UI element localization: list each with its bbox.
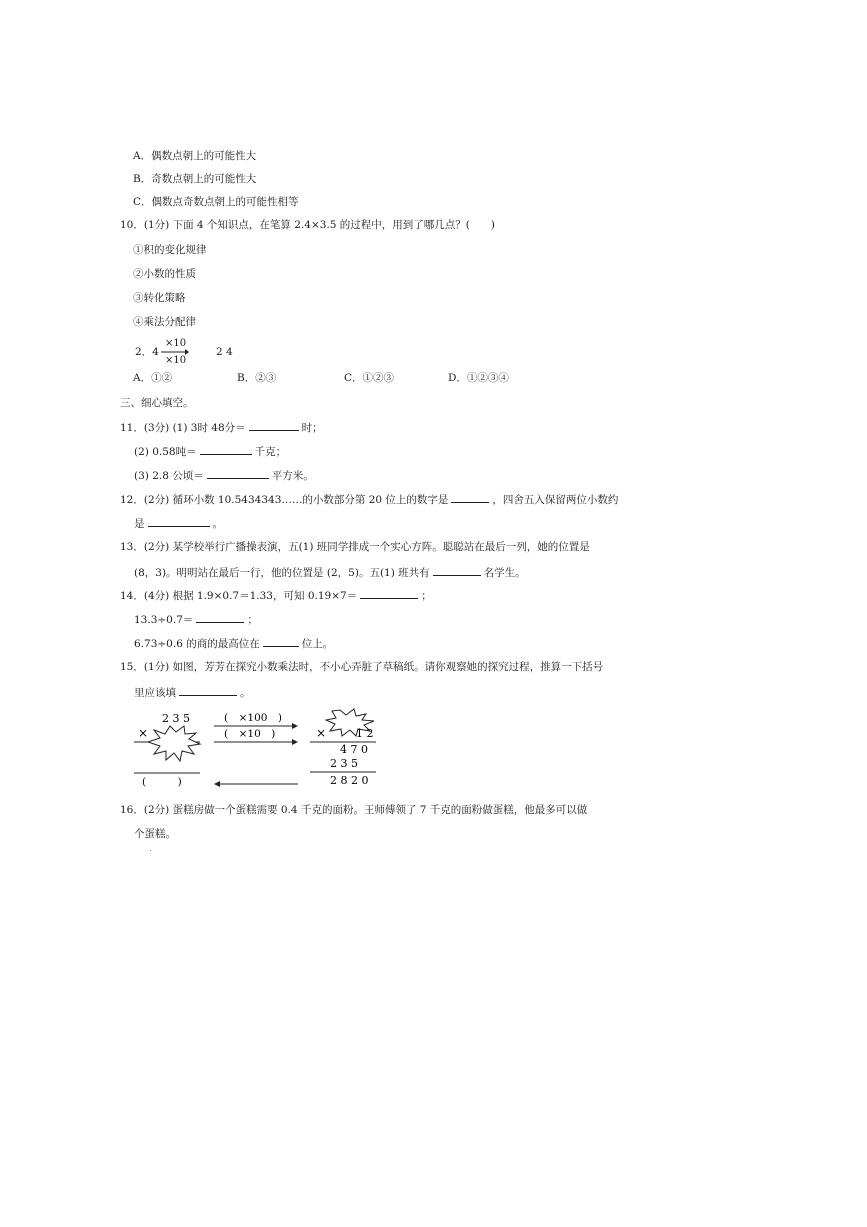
q15-text-2b: 。: [240, 687, 251, 699]
q14-text-1b: ；: [421, 590, 432, 602]
fig-left-splat: [148, 726, 200, 761]
fig-arrow-label-2: ( ×10 ): [224, 728, 276, 740]
q11-blank-1[interactable]: [249, 419, 299, 431]
q11-text-1a: 11．(3分) (1) 3时 48分＝: [120, 422, 246, 434]
fig-top-number: 2 3 5: [162, 712, 190, 725]
fig-right-result: 2 8 2 0: [330, 774, 369, 787]
q10-point-2: ②小数的性质: [133, 268, 196, 280]
q14-blank-2[interactable]: [196, 611, 244, 623]
q14-text-1a: 14．(4分) 根据 1.9×0.7＝1.33，可知 0.19×7＝: [120, 590, 358, 602]
q10-point-1: ①积的变化规律: [133, 244, 207, 256]
q12-text-1b: ，四舍五入保留两位小数约: [492, 494, 619, 506]
q9-option-a: A．偶数点朝上的可能性大: [133, 150, 257, 162]
fig-arrow-2-head: [292, 739, 298, 745]
q10-option-b: B．②③: [237, 372, 277, 384]
q15-figure: [130, 706, 400, 790]
q12-text-1a: 12．(2分) 循环小数 10.5434343……的小数部分第 20 位上的数字是: [120, 494, 449, 506]
q11-text-3b: 平方米。: [271, 470, 314, 482]
q14-line-1: [120, 587, 432, 603]
q12-blank-2[interactable]: [148, 515, 210, 527]
q13-line-2: [134, 564, 526, 580]
q11-line-3: [134, 467, 314, 483]
q11-blank-2[interactable]: [200, 443, 252, 455]
q11-text-2b: 千克；: [254, 446, 287, 458]
q10-calc-op-bottom: ×10: [165, 355, 187, 366]
q14-text-3a: 6.73÷0.6 的商的最高位在: [134, 638, 260, 650]
q12-blank-1[interactable]: [451, 491, 489, 503]
fig-right-multiplier: 1 2: [356, 727, 374, 740]
q11-blank-3[interactable]: [207, 467, 269, 479]
q14-line-3: [134, 635, 333, 651]
q14-blank-1[interactable]: [360, 587, 418, 599]
fig-bottom-paren: ( ): [142, 776, 182, 788]
fig-times-sign: ×: [138, 726, 149, 740]
fig-right-row-1: 4 7 0: [340, 743, 368, 756]
fig-right-times-sign: ×: [316, 726, 327, 740]
q16-line-2: 个蛋糕。: [134, 828, 176, 840]
fig-arrow-3-head: [214, 781, 220, 787]
q15-line-2: [134, 684, 251, 700]
q14-text-3b: 位上。: [301, 638, 334, 650]
q14-blank-3[interactable]: [263, 635, 299, 647]
q12-line-2: [134, 515, 223, 531]
q13-blank[interactable]: [433, 564, 481, 576]
q15-text-2a: 里应该填: [134, 687, 176, 699]
q10-point-3: ③转化策略: [133, 292, 186, 304]
q11-text-2a: (2) 0.58吨＝: [134, 446, 197, 458]
q10-stem: 10．(1分) 下面 4 个知识点，在笔算 2.4×3.5 的过程中，用到了哪几点？( ): [120, 219, 495, 231]
q14-text-2b: ；: [247, 614, 258, 626]
q14-line-2: [134, 611, 258, 627]
q10-option-d: D．①②③④: [448, 372, 509, 384]
fig-right-row-2: 2 3 5: [330, 757, 358, 770]
q10-option-a: A．①②: [133, 372, 173, 384]
q9-option-b: B．奇数点朝上的可能性大: [133, 173, 257, 185]
q12-text-2a: 是: [134, 518, 145, 530]
q13-text-2a: (8，3)。明明站在最后一行，他的位置是 (2，5)。五(1) 班共有: [134, 567, 430, 579]
q10-calc-right: 2 4: [216, 346, 233, 358]
q10-calc-left: 2．4: [135, 346, 159, 358]
fig-arrow-1-head: [292, 723, 298, 729]
q10-point-4: ④乘法分配律: [133, 316, 196, 328]
q16-line-1: 16．(2分) 蛋糕房做一个蛋糕需要 0.4 千克的面粉。王师傅领了 7 千克的面粉做蛋糕，他最多可以做: [120, 804, 588, 816]
section-3-title: 三、细心填空。: [120, 397, 194, 409]
q11-line-2: [134, 443, 286, 459]
q12-text-2b: 。: [212, 518, 223, 530]
q11-text-3a: (3) 2.8 公顷＝: [134, 470, 204, 482]
q12-line-1: [120, 491, 618, 507]
q15-line-1: 15．(1分) 如图，芳芳在探究小数乘法时，不小心弄脏了草稿纸。请你观察她的探究过程，推算一下括号: [120, 661, 604, 673]
q10-option-c: C．①②③: [344, 372, 395, 384]
q11-line-1: [120, 419, 323, 435]
q13-text-2b: 名学生。: [483, 567, 526, 579]
q9-option-c: C．偶数点奇数点朝上的可能性相等: [133, 196, 299, 208]
q15-blank[interactable]: [179, 684, 237, 696]
q11-text-1b: 时；: [301, 422, 323, 434]
q13-line-1: 13．(2分) 某学校举行广播操表演，五(1) 班同学排成一个实心方阵。聪聪站在最后一列，她的位置是: [120, 541, 590, 553]
q10-calc-op-top: ×10: [165, 338, 187, 349]
fig-arrow-label-1: ( ×100 ): [224, 712, 283, 724]
stray-dot: [150, 850, 151, 851]
q14-text-2a: 13.3÷0.7＝: [134, 614, 194, 626]
